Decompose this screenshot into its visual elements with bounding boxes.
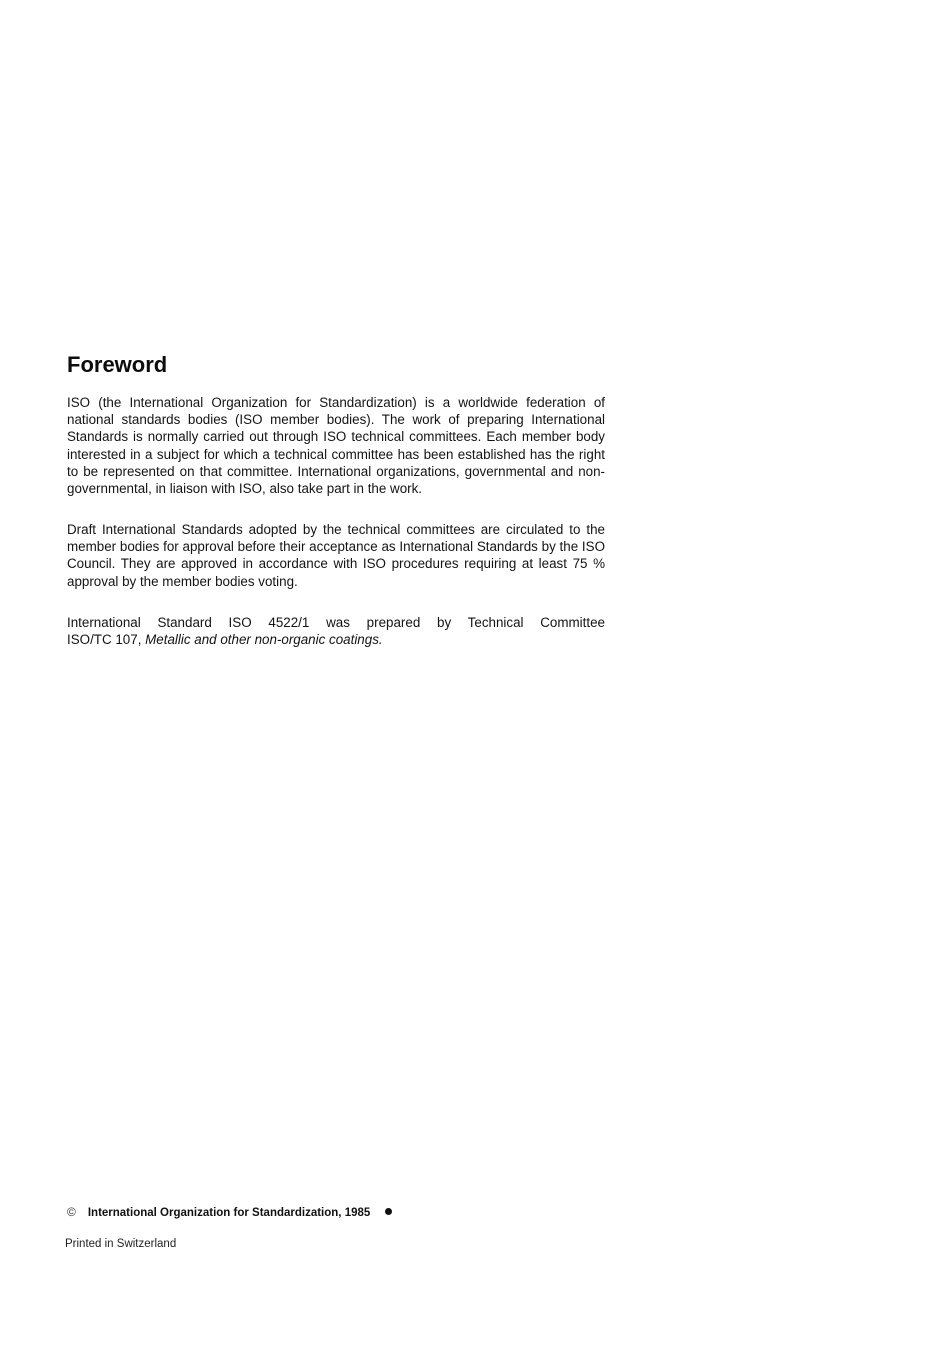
bullet-dot-icon [385,1208,392,1215]
printed-in-notice: Printed in Switzerland [65,1238,177,1250]
foreword-paragraph-1: ISO (the International Organization for Standardization) is a worldwide federation of national standards bodies (ISO member bodies). The work of preparing International Standards is normally carried out through ISO technical committees. Each member body interested in a subject for which a technical committee has been established has the right to be represented on that committee. International organizations, governmental and non-governmental, in liaison with ISO, also take part in the work. [67,395,605,497]
foreword-paragraph-2: Draft International Standards adopted by the technical committees are circulated to the member bodies for approval before their acceptance as International Standards by the ISO Council. They are approved in accordance with ISO procedures requiring at least 75 % approval by the member bodies voting. [67,522,605,589]
foreword-title: Foreword [67,352,168,377]
copyright-text: International Organization for Standardization, 1985 [87,1207,371,1219]
committee-reference: ISO/TC 107, [67,632,142,648]
committee-title: Metallic and other non-organic coatings. [145,632,383,648]
paragraph-3-line-2 [67,631,605,648]
copyright-icon: © [67,1205,76,1219]
paragraph-3-line-1: International Standard ISO 4522/1 was prepared by Technical Committee [67,615,605,630]
copyright-notice [67,1204,392,1221]
foreword-paragraph-3 [67,614,605,648]
